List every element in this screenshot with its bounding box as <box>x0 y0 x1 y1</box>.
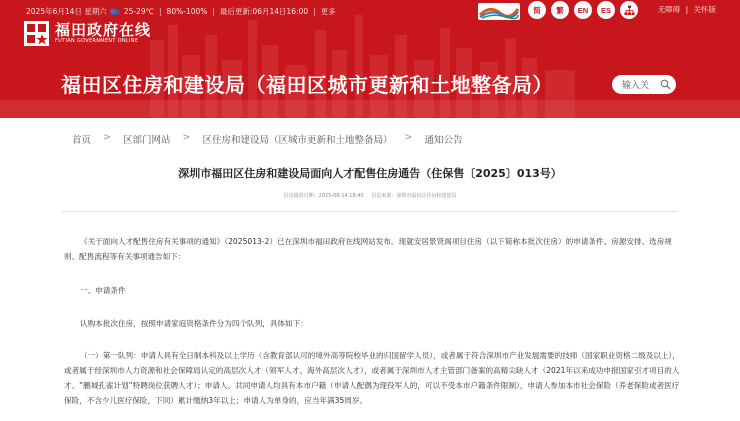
temperature: 25-29℃ <box>123 6 155 16</box>
breadcrumb-department-sites[interactable]: 区部门网站 <box>122 135 171 146</box>
divider <box>62 211 678 212</box>
sitemap-icon <box>624 5 635 16</box>
logo-subtitle: FUTIAN GOVERNMENT ONLINE <box>55 37 139 44</box>
separator: | <box>313 6 316 16</box>
lang-english-button[interactable]: EN <box>574 1 592 19</box>
breadcrumb-notices[interactable]: 通知公告 <box>424 135 463 146</box>
article-paragraph-queues: 认购本批次住房，按照申请家庭资格条件分为四个队列，具体如下： <box>80 319 308 328</box>
current-date: 2025年6月14日 星期六 <box>26 6 107 16</box>
lang-spanish-button[interactable]: ES <box>597 1 615 19</box>
info-source: 信息来源：深圳市福田区住房和建设局 <box>371 193 457 199</box>
breadcrumb-home[interactable]: 首页 <box>72 135 92 146</box>
lang-simplified-button[interactable]: 简 <box>528 1 546 19</box>
logo-title: 福田政府在线 <box>55 20 152 39</box>
article-title: 深圳市福田区住房和建设局面向人才配售住房通告（住保售〔2025〕013号） <box>178 167 562 180</box>
article-paragraph-intro: 《关于面向人才配售住房有关事项的通知》（2025013-2）已在深圳市福田政府在线网站发布。现就安居景贤阁项目住房（以下简称本批次住房）的申请条件、房源安排、选房规则、配售流程等有关事项通告如下： <box>64 237 672 261</box>
search-placeholder: 输入关 <box>622 81 650 91</box>
section-heading-conditions: 一、申请条件 <box>80 286 126 295</box>
breadcrumb <box>72 132 462 146</box>
breadcrumb-separator: > <box>404 132 413 143</box>
promo-banner-graphic <box>478 3 520 20</box>
top-info-bar <box>26 4 336 18</box>
breadcrumb-housing-bureau[interactable]: 区住房和建设局（区城市更新和土地整备局） <box>202 135 393 146</box>
language-switcher <box>528 1 643 19</box>
accessibility-links <box>658 4 716 15</box>
sitemap-button[interactable] <box>620 1 638 19</box>
separator: | <box>212 6 215 16</box>
barrier-free-link[interactable]: 无障碍 <box>657 5 681 14</box>
search-input[interactable] <box>612 75 676 94</box>
breadcrumb-separator: > <box>182 132 191 143</box>
site-header <box>0 0 740 118</box>
weather-cloud-icon <box>109 7 121 16</box>
promo-banner-image[interactable] <box>478 3 520 20</box>
last-update: 最后更新:06月14日16:00 <box>219 6 309 16</box>
separator: | <box>685 5 689 14</box>
humidity: 80%-100% <box>166 6 208 16</box>
lang-traditional-button[interactable]: 繁 <box>551 1 569 19</box>
search-icon[interactable] <box>660 79 671 90</box>
article-paragraph-first-queue: （一）第一队列：申请人具有全日制本科及以上学历（含教育部认可的境外高等院校毕业的归国留学人员），或者属于符合深圳市产业发展需要的技师（国家职业资格二级及以上），或者属于经深圳市人力资源和社会保障局认定的高层次人才（领军人才、海外高层次人才），或者属于深圳市人才主管部门备案的高精尖缺人才（2021年以来成功申报国家引才项目的人才、“鹏城孔雀计划”特聘岗位获聘人才）；申请人、共同申请人均具有本市户籍（申请人配偶为现役军人的，可以不受本市户籍条件限制），申请人参加本市社会保险（养老保险或者医疗保险，不含少儿医疗保险，下同）累计缴纳3年以上；申请人为单身的，应当年满35周岁。 <box>64 351 680 405</box>
elderly-mode-link[interactable]: 关怀版 <box>693 5 716 14</box>
separator: | <box>159 6 162 16</box>
publish-date: 信息提供日期：2025-06-14 18:40 <box>283 193 364 199</box>
breadcrumb-separator: > <box>103 132 111 143</box>
article-meta <box>0 192 740 199</box>
more-link[interactable]: 更多 <box>320 6 336 16</box>
futian-logo-icon <box>24 21 49 46</box>
department-title: 福田区住房和建设局（福田区城市更新和土地整备局） <box>61 73 553 97</box>
site-logo[interactable] <box>24 18 151 48</box>
